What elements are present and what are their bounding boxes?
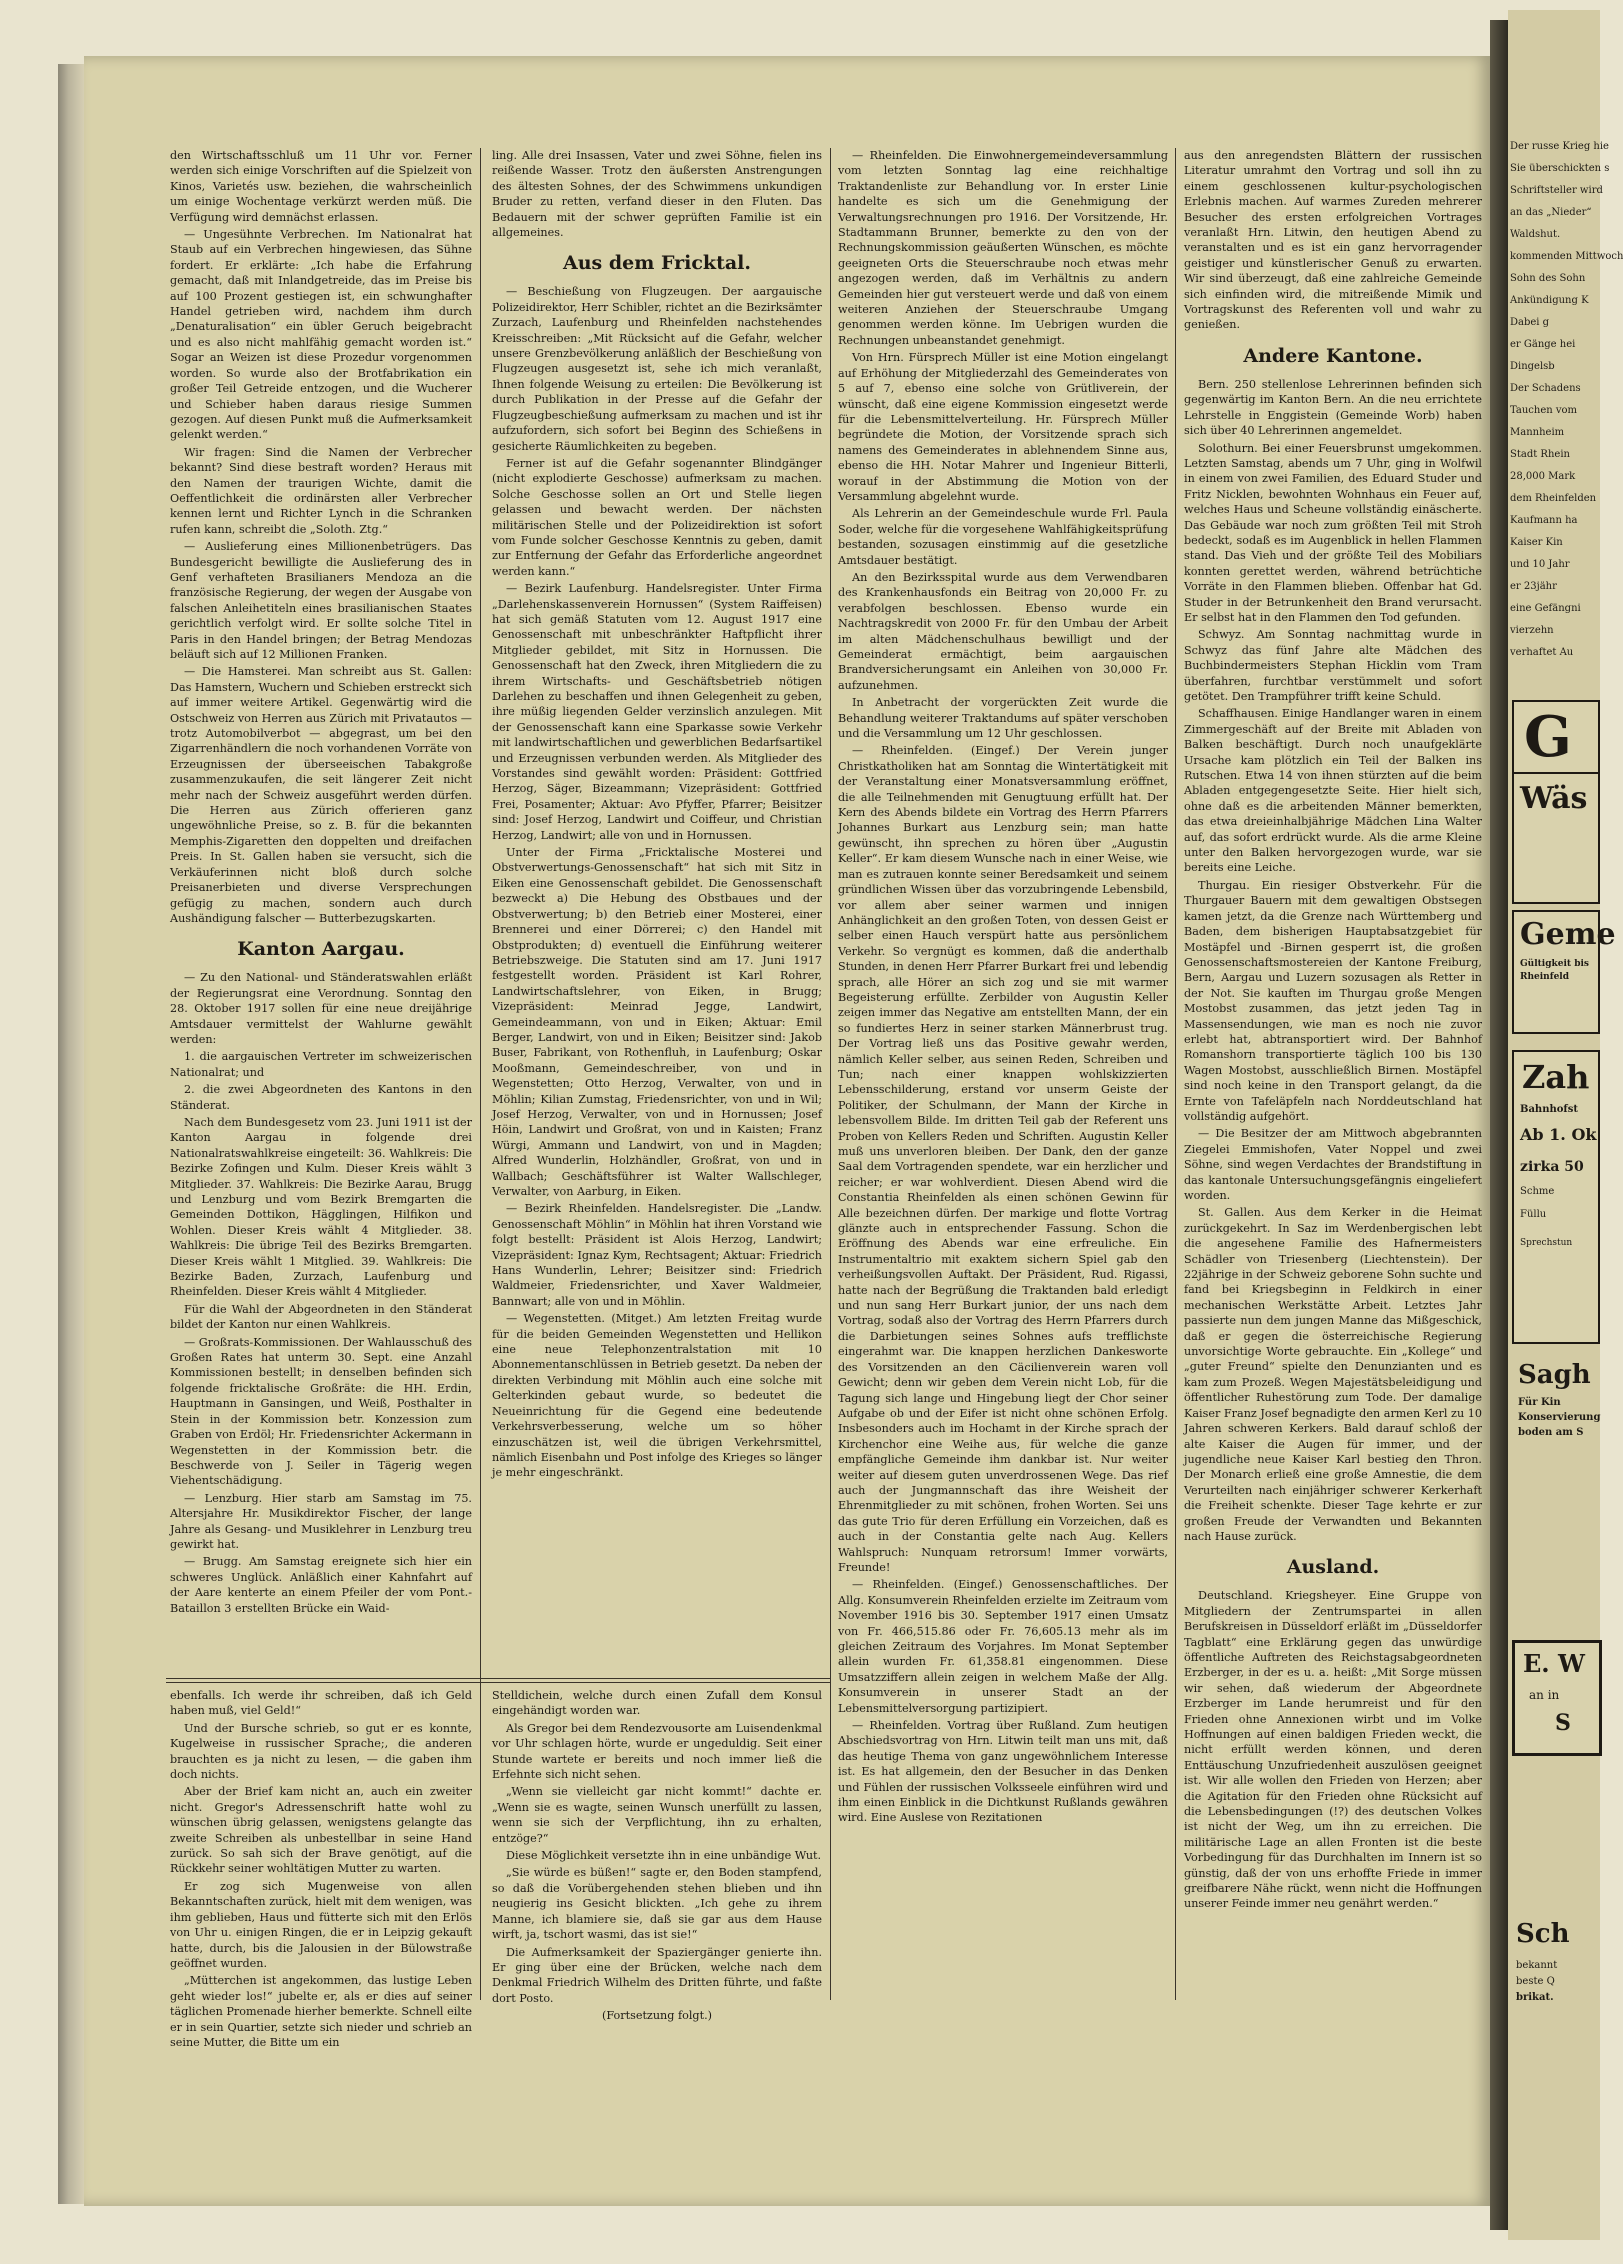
ad-text: Für Kin <box>1518 1397 1561 1408</box>
facing-page-line: Der Schadens <box>1510 383 1581 394</box>
facing-page-line: verhaftet Au <box>1510 647 1574 658</box>
article-deutschland: Deutschland. Kriegsheyer. Eine Gruppe von Mitgliedern der Zentrumspartei in allen Berufskreisen in Düsseldorf erläßt im „Düsseldorfer Tagblatt“ eine Erklärung gegen das unwürdige öffentliche Auftreten des Reichstagsabgeordneten Erzberger, in der es u. a. heißt: „Mit Sorge müssen wir sehen, daß wiederum der Abgeordnete Erzberger im Lande herumreist und für den Frieden ohne Annexionen wirbt und im Volke Hoffnungen auf einen baldigen Frieden weckt, die nicht erfüllt werden können, und deren Enttäuschung Unzufriedenheit auszulösen geeignet ist. Wir alle wollen den Frieden von Herzen; aber die Agitation für den Frieden ohne Rücksicht auf die Lebensbedingungen (!?) des deutschen Volkes ist nicht der Weg, um ihn zu erreichen. Die militärische Lage an allen Fronten ist die beste Vorbedingung für das Durchhalten im Innern ist so günstig, daß der von uns erhoffte Friede in immer greifbarere Nähe rückt, wenn nicht die Hoffnungen unserer Feinde immer neu genährt werden.“ <box>1184 1589 1482 1911</box>
article-rheinfelden-gemeinde: — Rheinfelden. Die Einwohnergemeindeversammlung vom letzten Sonntag lag eine reichhaltige Traktandenliste zur Behandlung vor. In erster Linie handelte es sich um die Genehmigung der Verwaltungsrechnungen pro 1916. Der Vorsitzende, Hr. Stadtammann Brunner, bemerkte zu den von der Rechnungskommission geäußerten Wünschen, es möchte geeigneten Orts die Steuerschraube noch etwas mehr angezogen werden, daß im Verhältnis zu andern Gemeinden hier gut versteuert werde und daß von einem weiteren Anziehen der Steuerschraube Umgang genommen werden könne. Im Uebrigen wurden die Rechnungen unbeanstandet genehmigt. <box>838 149 1168 347</box>
ad-headline: E. W <box>1523 1649 1585 1678</box>
story-text: Stelldichein, welche durch einen Zufall dem Konsul eingehändigt worden war. <box>492 1689 822 1718</box>
article-text: Wir fragen: Sind die Namen der Verbrecher bekannt? Sind diese bestraft worden? Heraus mit den Namen der traurigen Wichte, damit die Oeffentlichkeit die ordinärsten aller Verbrecher kennen lernt und Richter Lynch in die Schranken rufen kann, schreibt die „Soloth. Ztg.“ <box>170 445 472 536</box>
ad-headline: Sch <box>1516 1919 1570 1949</box>
advertisement <box>1512 1355 1601 1505</box>
ad-text: Schme <box>1520 1186 1555 1197</box>
article-laufenburg: — Bezirk Laufenburg. Handelsregister. Unter Firma „Darlehenskassenverein Hornussen“ (System Raiffeisen) hat sich gemäß Statuten vom 12. August 1917 eine Genossenschaft mit unbeschränkter Haftpflicht ihrer Mitglieder gebildet, mit Sitz in Hornussen. Die Genossenschaft hat den Zweck, ihren Mitgliedern die zu ihrem Wirtschafts- und Geschäftsbetrieb nötigen Darlehen zu beschaffen und ihnen Gelegenheit zu geben, ihre müßig liegenden Gelder verzinslich anzulegen. Mit der Genossenschaft kann eine Sparkasse sowie Verkehr mit landwirtschaftlichen und gewerblichen Bedarfsartikel und Erzeugnissen verbunden werden. Als Mitglieder des Vorstandes sind gewählt worden: Präsident: Gottfried Herzog, Säger, Bizeammann; Vizepräsident: Gottfried Frei, Posamenter; Aktuar: Avo Pfyffer, Pfarrer; Beisitzer sind: Josef Herzog, Landwirt und Coiffeur, und Christian Herzog, Landwirt; alle von und in Hornussen. <box>492 582 822 842</box>
article-wahlen: — Zu den National- und Ständeratswahlen erläßt der Regierungsrat eine Verordnung. Sonntag den 28. Oktober 1917 sollen für eine neue dreijährige Amtsdauer vermittelst der Wahlurne gewählt werden: <box>170 971 472 1046</box>
article-wegenstetten: — Wegenstetten. (Mitget.) Am letzten Freitag wurde für die beiden Gemeinden Wegenstetten und Hellikon eine neue Telephonzentralstation mit 10 Abonnementanschlüssen in Betrieb gesetzt. Da neben der direkten Verbindung mit Möhlin auch eine solche mit Gelterkinden gebaut wurde, so bedeutet die Neueinrichtung für die Gegend eine bedeutende Verkehrsverbesserung, welche um so höher einzuschätzen ist, weil die übrigen Verkehrsmittel, nämlich Eisenbahn und Post infolge des Krieges so länger je mehr eingeschränkt. <box>492 1312 822 1480</box>
facing-page <box>1508 10 1623 2240</box>
article-genossenschaft: — Rheinfelden. (Eingef.) Genossenschaftliches. Der Allg. Konsumverein Rheinfelden erzielte im Zeitraum vom November 1916 bis 30. September 1917 einen Umsatz von Fr. 466,515.86 oder Fr. 76,605.13 mehr als im gleichen Zeitraum des Vorjahres. Im Monat September allein wurden Fr. 61,358.81 eingenommen. Diese Umsatzziffern allein zeigen in welchem Maße der Allg. Konsumverein in unserer Stadt an der Lebensmittelversorgung partizipiert. <box>838 1578 1168 1715</box>
ad-text: an in <box>1529 1688 1560 1702</box>
facing-page-line: Waldshut. <box>1510 229 1561 240</box>
facing-page-line: Kaufmann ha <box>1510 515 1578 526</box>
feuilleton-left <box>170 1688 472 2049</box>
ad-text: Sprechstun <box>1520 1238 1573 1248</box>
list-item: 2. die zwei Abgeordneten des Kantons in den Ständerat. <box>170 1083 472 1112</box>
article-text: Von Hrn. Fürsprech Müller ist eine Motion eingelangt auf Erhöhung der Mitgliederzahl des Gemeinderates von 5 auf 7, ebenso eine solche von Grütliverein, der wünscht, daß eine eigene Kommission eingesetzt werde für die Lebensmittelverteilung. Hr. Fürsprech Müller begründete die Motion, der Vorsitzende sprach sich namens des Gemeinderates in ablehnendem Sinne aus, ebenso die HH. Notar Mahrer und Ingenieur Bitterli, worauf in der Abstimmung die Motion von der Versammlung abgelehnt wurde. <box>838 351 1168 503</box>
story-text: Als Gregor bei dem Rendezvousorte am Luisendenkmal vor Uhr schlagen hörte, wurde er ungeduldig. Seit einer Stunde wartete er bereits und noch immer ließ die Erfehnte sich nicht sehen. <box>492 1721 822 1782</box>
facing-page-line: er 23jähr <box>1510 581 1557 592</box>
ad-text: boden am S <box>1518 1427 1584 1438</box>
story-text: Aber der Brief kam nicht an, auch ein zweiter nicht. Gregor's Adressenschrift hatte wohl zu wünschen übrig gelassen, wenigstens gelangte das zweite Schreiben als unbestellbar in seine Hand zurück. So sah sich der Brave genötigt, auf die Rückkehr seiner wohltätigen Mutter zu warten. <box>170 1785 472 1876</box>
feuilleton-right <box>492 1688 822 2023</box>
facing-page-line: kommenden Mittwoch <box>1510 251 1623 262</box>
facing-page-line: Dingelsb <box>1510 361 1555 372</box>
article-text: ling. Alle drei Insassen, Vater und zwei Söhne, fielen ins reißende Wasser. Trotz den äußersten Anstrengungen des ältesten Sohnes, der des Schwimmens unkundigen Bruder zu retten, verfand dieser in den Fluten. Das Bedauern mit der schwer geprüften Familie ist ein allgemeines. <box>492 149 822 240</box>
book-edge <box>58 64 84 2204</box>
article-bern: Bern. 250 stellenlose Lehrerinnen befinden sich gegenwärtig im Kanton Bern. An die neu errichtete Lehrstelle in Enggistein (Gemeinde Worb) haben sich über 40 Lehrerinnen angemeldet. <box>1184 377 1482 438</box>
story-text: Diese Möglichkeit versetzte ihn in eine unbändige Wut. <box>506 1849 822 1863</box>
facing-page-line: er Gänge hei <box>1510 339 1576 350</box>
article-verbrechen: — Ungesühnte Verbrechen. Im Nationalrat hat Staub auf ein Verbrechen hingewiesen, das Sühne fordert. Er erklärte: „Ich habe die Erfahrung gemacht, daß mit Inlandgetreide, das im Preise bis auf 100 Prozent gestiegen ist, ein schwunghafter Handel getrieben wird, nachdem ihm durch „Denaturalisation“ ein übler Geruch beigebracht und es also nicht mahlfähig gemacht worden ist.“ Sogar an Weizen ist diese Prozedur vorgenommen worden. So wurde also der Brotfabrikation ein großer Teil Getreide entzogen, und die Wucherer und Schieber haben daraus riesige Summen gezogen. Auf diesen Punkt muß die Aufmerksamkeit gelenkt werden.“ <box>170 228 472 442</box>
article-text: aus den anregendsten Blättern der russischen Literatur umrahmt den Vortrag und soll ihn zu einem geschlossenen kultur-psychologischen Erlebnis machen. Auf warmes Zureden mehrerer Besucher des ersten erfolgreichen Vortrages veranlaßt Hrn. Litwin, den heutigen Abend zu veranstalten und es ist ein ganz hervorragender geistiger und künstlerischer Genuß zu erwarten. Wir sind überzeugt, daß eine zahlreiche Gemeinde sich einfinden wird, die mitreißende Mimik und Vortragskunst des Referenten voll und wahr zu genießen. <box>1184 149 1482 332</box>
article-stgallen: St. Gallen. Aus dem Kerker in die Heimat zurückgekehrt. In Saz im Werdenbergischen lebt die angesehene Familie des Hafnermeisters Schädler von Triesenberg (Liechtenstein). Der 22jährige in der Schweiz geborene Sohn suchte und fand bei Kriegsbeginn in Feldkirch in einer mechanischen Werkstätte Arbeit. Letztes Jahr passierte nun dem jungen Manne das Mißgeschick, daß er gegen die österreichische Regierung unvorsichtige Worte gebrauchte. Ein „Kollege“ und „guter Freund“ spielte den Denunzianten und es kam zum Prozeß. Wegen Majestätsbeleidigung und öffentlicher Ruhestörung zum Tode. Der damalige Kaiser Franz Josef begnadigte den armen Kerl zu 10 Jahren schweren Kerkers. Bald darauf schloß der alte Kaiser die Augen für immer, und der jugendliche neue Kaiser Karl bestieg den Thron. Der Monarch erließ eine große Amnestie, die dem Verurteilten nach einjähriger schwerer Kerkerhaft die Freiheit schenkte. Dieser Tage kehrte er zur großen Freude der Verwandten und Bekannten nach Hause zurück. <box>1184 1206 1482 1543</box>
facing-page-line: Tauchen vom <box>1510 405 1578 416</box>
column-1 <box>170 148 472 1674</box>
book-gutter <box>1490 20 1508 2230</box>
facing-page-line: vierzehn <box>1510 625 1554 636</box>
facing-page-line: 28,000 Mark <box>1510 471 1576 482</box>
story-text: Die Aufmerksamkeit der Spaziergänger genierte ihn. Er ging über eine der Brücken, welche nach dem Denkmal Friedrich Wilhelm des Dritten führte, und faßte dort Posto. <box>492 1945 822 2005</box>
article-hamsterei: — Die Hamsterei. Man schreibt aus St. Gallen: Das Hamstern, Wuchern und Schieben erstreckt sich auf immer weitere Artikel. Gegenwärtig wird die Ostschweiz von Herren aus Zürich mit Privatautos — trotz Automobilverbot — abgegrast, um bei den Zigarrenhändlern die noch vorhandenen Vorräte von Erzeugnissen der überseeischen Tabakgroße zusammenzukaufen, die seit längerer Zeit nicht mehr nach der Schweiz ausgeführt werden dürfen. Die Herren aus Zürich offerieren ganz ungewöhnliche Preise, so z. B. für die bekannten Memphis-Zigaretten den doppelten und dreifachen Preis. In St. Gallen haben sie versucht, sich die Verkäuferinnen nicht bloß durch solche Preisanerbieten und diverse Versprechungen gefügig zu machen, sondern auch durch Aushändigung falscher — Butterbezugskarten. <box>170 665 473 925</box>
article-text: Unter der Firma „Fricktalische Mosterei und Obstverwertungs-Genossenschaft“ hat sich mit Sitz in Eiken eine Genossenschaft gebildet. Die Genossenschaft bezweckt a) Die Hebung des Obstbaues und der Obstverwertung; b) den Betrieb einer Mosterei, einer Brennerei und einer Dörrerei; c) den Handel mit Obstprodukten; d) eventuell die Einführung weiterer Betriebszweige. Die Statuten sind am 17. Juni 1917 festgestellt worden. Präsident ist Karl Rohrer, Landwirtschaftslehrer, von Eiken, in Brugg; Vizepräsident: Meinrad Jegge, Landwirt, Gemeindeammann, von und in Eiken; Aktuar: Emil Berger, Landwirt, von und in Eiken; Beisitzer sind: Jakob Buser, Fabrikant, von Rothenfluh, in Laufenburg; Oskar Mooßmann, Gemeindeschreiber, von und in Wegenstetten; Otto Herzog, Verwalter, von und in Möhlin; Kilian Zumstag, Friedensrichter, von und in Wil; Josef Herzog, Verwalter, von und in Hornussen; Josef Höin, Landwirt und Großrat, von und in Kaisten; Franz Würgi, Ammann und Landwirt, von und in Magden; Alfred Wunderlin, Holzhändler, Großrat, von und in Wallbach; Geschäftsführer ist Walter Wallschleger, Verwalter, von Aarburg, in Eiken. <box>492 846 822 1198</box>
ad-text: Gültigkeit bis <box>1520 959 1589 969</box>
facing-page-line: Sie überschickten s <box>1510 163 1610 174</box>
advertisement <box>1512 1050 1600 1344</box>
facing-page-line: Schriftsteller wird <box>1510 185 1603 196</box>
ad-text: Ab 1. Ok <box>1520 1125 1597 1144</box>
article-text: Als Lehrerin an der Gemeindeschule wurde Frl. Paula Soder, welche für die vorgesehene Wahlfähigkeitsprüfung bestanden, sozusagen einstimmig auf die gesetzliche Amtsdauer bestätigt. <box>838 507 1168 567</box>
section-heading-fricktal: Aus dem Fricktal. <box>563 252 751 275</box>
column-rule <box>830 148 831 2000</box>
story-text: „Mütterchen ist angekommen, das lustige Leben geht wieder los!“ jubelte er, als er dies auf seiner täglichen Promenade hierher bemerkte. Schnell eilte er in sein Quartier, setzte sich nieder und schrieb an seine Mutter, die Bitte um ein <box>170 1974 472 2049</box>
facing-page-line: Der russe Krieg hie <box>1510 141 1609 152</box>
article-grossrat: — Großrats-Kommissionen. Der Wahlausschuß des Großen Rates hat unterm 30. Sept. eine Anzahl Kommissionen bestellt; in denselben befinden sich folgende fricktalische Großräte: die HH. Erdin, Hauptmann in Gansingen, und Weiß, Posthalter in Stein in der Kommission betr. Konzession zum Graben von Erdöl; Hr. Friedensrichter Ackermann in Wegenstetten in der Kommission betr. die Beschwerde von J. Seiler in Tägerig wegen Viehentschädigung. <box>170 1335 472 1488</box>
article-keller-vortrag: — Rheinfelden. (Eingef.) Der Verein junger Christkatholiken hat am Sonntag die Wintertätigkeit mit der Veranstaltung einer Monatsversammlung eröffnet, die alle Teilnehmenden mit Genugtuung erfüllt hat. Der Kern des Abends bildete ein Vortrag des Herrn Pfarrers Johannes Burkart aus Lenzburg sein; man hatte gewünscht, ihn sprechen zu hören über „Augustin Keller“. Er kam diesem Wunsche nach in einer Weise, wie man es zutrauen konnte seiner Beredsamkeit und seinem gründlichen Wissen über das vorzubringende Lebensbild, vor allem aber seiner warmen und innigen Anhänglichkeit an den großen Toten, von dessen Geist er selber einen Hauch verspürt hatte aus persönlichem Verkehr. So vergnügt es kommen, daß die anderthalb Stunden, in denen Herr Pfarrer Burkart frei und lebendig sprach, alle Hörer an sich zog und sie mit warmer Begeisterung erfüllte. Zerbilder von Augustin Keller zeigen immer das Negative am entstellten Mann, der ein so fundiertes Herz in seiner starken Männerbrust trug. Der Vortrag ließ uns das Positive gewahr werden, nämlich Keller selber, aus seinen Reden, Schreiben und Tun; nach einer knappen wohlskizzierten Lebensschilderung, erstand vor unserm Geiste der Politiker, der Schulmann, der Mann der Kirche in lebensvollem Bilde. Im dritten Teil gab der Referent uns Proben von Kellers Reden und Schriften. Augustin Keller muß uns unverloren bleiben. Der Dank, den der ganze Saal dem Vortragenden spendete, war ein herzlicher und reicher; er war wohlverdient. Diesen Abend wird die Constantia Rheinfelden als einen schönen Gewinn für Alle bezeichnen dürfen. Der markige und flotte Vortrag glänzte auch in entsprechender Fassung. Schon die Eröffnung des Abends war eine erfreuliche. Ein Instrumentaltrio mit exaktem sichern Spiel gab den verheißungsvollen Auftakt. Der Präsident, Rud. Rigassi, hatte nach der Begrüßung die Traktanden bald erledigt und nun sang Herr Burkart junior, der uns nach dem Vortrag, sodaß also der Vortrag des Herrn Pfarrers durch die Darbietungen seines Sohnes aufs trefflichste eingerahmt war. Die knappen herzlichen Dankesworte des Vorsitzenden an den Cäcilienverein waren voll Gewicht; denn wir geben dem Verein nicht Lob, für die Tagung sich lange und Hingebung liegt der Chor seiner Aufgabe ob und der Eifer ist nicht ohne schönen Erfolg. Insbesonders auch im Hochamt in der Kirche sprach der Kirchenchor eine Weihe aus, für welche die ganze empfängliche Gemeinde ihm dankbar ist. Nur weiter weiter auf diesem guten unverdrossenen Wege. Das rief auch der Jungmannschaft das ihre Weisheit der Ehrenmitglieder zu mit schönen, frohen Worten. Sei uns das gute Trio für deren Erfüllung ein Vorzeichen, daß es auch in der Constantia gelte nach Aug. Kellers Wahlspruch: Nunquam retrorsum! Immer vorwärts, Freunde! <box>838 744 1168 1574</box>
facing-page-line: Sohn des Sohn <box>1510 273 1586 284</box>
article-flugzeuge: — Beschießung von Flugzeugen. Der aargauische Polizeidirektor, Herr Schibler, richtet an die Bezirksämter Zurzach, Laufenburg und Rheinfelden nachstehendes Kreisschreiben: „Mit Rücksicht auf die Gefahr, welcher unsere Grenzbevölkerung anläßlich der Beschießung von Flugzeugen ausgesetzt ist, sehe ich mich veranlaßt, Ihnen folgende Weisung zu erteilen: Die Bevölkerung ist durch Publikation in der Presse auf die Gefahr der Flugzeugbeschießung aufmerksam zu machen und ist ihr aufzufordern, sich sofort bei Beginn des Schießens in gesicherte Räumlichkeiten zu begeben. <box>492 285 822 453</box>
advertisement <box>1512 910 1616 1034</box>
ad-headline: G <box>1524 704 1572 770</box>
ad-headline: Geme <box>1520 917 1616 952</box>
ad-text: Konservierung <box>1518 1412 1601 1423</box>
article-solothurn: Solothurn. Bei einer Feuersbrunst umgekommen. Letzten Samstag, abends um 7 Uhr, ging in Wolfwil in einem von zwei Familien, des Eduard Studer und Fritz Nicklen, bewohnten Wohnhaus ein Feuer auf, welches Haus und Scheune vollständig einäscherte. Das Gebäude war noch zum größten Teil mit Stroh bedeckt, sodaß es im Augenblick in hellen Flammen stand. Das Vieh und der größte Teil des Mobiliars konnten gerettet werden, während betrüchtiche Vorräte in den Flammen blieben. Offenbar hat Gd. Studer in der Betrunkenheit den Brand verursacht. Er selbst hat in den Flammen den Tod gefunden. <box>1184 441 1482 624</box>
article-text: Nach dem Bundesgesetz vom 23. Juni 1911 ist der Kanton Aargau in folgende drei Nationalratswahlkreise eingeteilt: 36. Wahlkreis: Die Bezirke Zofingen und Kulm. Dieser Kreis wählt 3 Mitglieder. 37. Wahlkreis: Die Bezirke Aarau, Brugg und Lenzburg und vom Bezirk Bremgarten die Gemeinden Dottikon, Hägglingen, Hilfikon und Wohlen. Dieser Kreis wählt 4 Mitglieder. 38. Wahlkreis: Die übrige Teil des Bezirks Bremgarten. Dieser Kreis wählt 1 Mitglied. 39. Wahlkreis: Die Bezirke Baden, Zurzach, Laufenburg und Rheinfelden. Dieser Kreis wählt 4 Mitglieder. <box>170 1115 472 1299</box>
facing-page-line: Ankündigung K <box>1510 295 1589 306</box>
column-4 <box>1184 148 1482 2000</box>
article-auslieferung: — Auslieferung eines Millionenbetrügers. Das Bundesgericht bewilligte die Auslieferung des in Genf verhafteten Brasilianers Mendoza an die französische Regierung, der wegen der Ausgabe von falschen Anleihetiteln eines brasilianischen Staates gerichtlich verfolgt wird. Er sollte solche Titel in Paris in den Handel bringen; der Betrag Mendozas beläuft sich auf 12 Millionen Franken. <box>170 540 472 661</box>
article-schwyz: Schwyz. Am Sonntag nachmittag wurde in Schwyz das fünf Jahre alte Mädchen des Buchbindermeisters Stephan Hicklin vom Tram überfahren, furchtbar verstümmelt und sofort getötet. Den Trampführer trifft keine Schuld. <box>1184 628 1482 703</box>
facing-page-line: Mannheim <box>1510 427 1565 438</box>
story-text: ebenfalls. Ich werde ihr schreiben, daß ich Geld haben muß, viel Geld!“ <box>170 1689 472 1718</box>
section-heading-aargau: Kanton Aargau. <box>237 938 405 961</box>
story-text: Und der Bursche schrieb, so gut er es konnte, Kugelweise in russischer Sprache;, die anderen brauchten es ja nicht zu lesen, — die gaben ihm doch nichts. <box>170 1721 472 1782</box>
advertisement <box>1512 1640 1602 1756</box>
ad-text: S <box>1555 1710 1571 1736</box>
article-lenzburg: — Lenzburg. Hier starb am Samstag im 75. Altersjahre Hr. Musikdirektor Fischer, der lange Jahre als Gesang- und Musiklehrer in Lenzburg treu gewirkt hat. <box>170 1491 472 1551</box>
column-3 <box>838 148 1168 2000</box>
article-text: — Die Besitzer der am Mittwoch abgebrannten Ziegelei Emmishofen, Vater Noppel und zwei Söhne, sind wegen Verdachtes der Brandstiftung in das kantonale Untersuchungsgefängnis eingeliefert worden. <box>1184 1127 1482 1202</box>
story-text: „Wenn sie vielleicht gar nicht kommt!“ dachte er. „Wenn sie es wagte, seinen Wunsch unerfüllt zu lassen, wenn sie sich der Verpflichtung, ihn zu erhalten, entzöge?“ <box>492 1785 822 1845</box>
column-rule <box>1175 148 1176 2000</box>
story-text: Er zog sich Mugenweise von allen Bekanntschaften zurück, hielt mit dem wenigen, was ihm geblieben, Haus und fütterte sich mit den Erlös von Uhr u. einigen Ringen, die er in Leipzig gekauft hatte, durch, bis die Jalousien in der Bülowstraße geöffnet wurden. <box>170 1879 472 1970</box>
ad-text: bekannt <box>1516 1960 1558 1971</box>
ad-text: zirka 50 <box>1520 1159 1584 1175</box>
article-vortrag-russland: — Rheinfelden. Vortrag über Rußland. Zum heutigen Abschiedsvortrag von Hrn. Litwin teilt man uns mit, daß das heutige Thema von ganz ungewöhnlichem Interesse ist. Es hat allgemein, den der Besucher in das Denken und Fühlen der russischen Volksseele einführen wird und ihm einen Einblick in die Dichtkunst Rußlands gewähren wird. Eine Auslese von Rezitationen <box>838 1719 1168 1825</box>
facing-page-line: Stadt Rhein <box>1510 449 1570 460</box>
ad-text: Wäs <box>1514 772 1598 824</box>
article-thurgau: Thurgau. Ein riesiger Obstverkehr. Für die Thurgauer Bauern mit dem gewaltigen Obstsegen kamen jetzt, da die Grenze nach Württemberg und Baden, dem bisherigen Hauptabsatzgebiet für Mostäpfel und -Birnen gesperrt ist, die großen Genossenschaftsmostereien der Kantone Freiburg, Bern, Aargau und Luzern sozusagen als Retter in der Not. Sie kauften im Thurgau große Mengen Mostobst zusammen, das jetzt jeden Tag in Massensendungen, wie man es noch nie zuvor erlebt hat, abtransportiert wird. Der Bahnhof Romanshorn transportierte täglich 100 bis 130 Wagen Mostobst, ausschließlich Birnen. Mostäpfel sind noch keine in den Transport gelangt, da die Ernte von Tafeläpfeln nach Norddeutschland hat vollständig aufgehört. <box>1184 878 1482 1123</box>
story-text: „Sie würde es büßen!“ sagte er, den Boden stampfend, so daß die Vorübergehenden stehen blieben und ihn neugierig ins Gesicht blickten. „Ich gehe zu ihrem Manne, ich blamiere sie, daß sie gar aus dem Hause wirft, ja, tschort wasmi, das ist sie!“ <box>492 1866 822 1942</box>
column-2 <box>492 148 822 1674</box>
ad-headline: Sagh <box>1518 1360 1591 1390</box>
list-item: 1. die aargauischen Vertreter im schweizerischen Nationalrat; und <box>170 1050 472 1079</box>
ad-text: Füllu <box>1520 1209 1547 1220</box>
section-heading-ausland: Ausland. <box>1286 1556 1380 1579</box>
facing-page-line: an das „Nieder“ <box>1510 207 1592 218</box>
column-rule <box>480 148 481 2000</box>
facing-page-line: Kaiser Kin <box>1510 537 1563 548</box>
ad-text: Rheinfeld <box>1520 972 1570 982</box>
facing-page-line: dem Rheinfelden <box>1510 493 1597 504</box>
ad-text: brikat. <box>1516 1992 1554 2003</box>
ad-text: beste Q <box>1516 1976 1555 1987</box>
section-heading-kantone: Andere Kantone. <box>1243 344 1423 367</box>
facing-page-line: eine Gefängni <box>1510 603 1581 614</box>
article-text: Ferner ist auf die Gefahr sogenannter Blindgänger (nicht explodierte Geschosse) aufmerksam zu machen. Solche Geschosse sollen an Ort und Stelle liegen gelassen und bewacht werden. Der nächsten militärischen Stelle und der Polizeidirektion ist sofort vom Funde solcher Geschosse Kenntnis zu geben, damit zur Entfernung der Gefahr das Erforderliche angeordnet werden kann.“ <box>492 456 822 578</box>
article-text: den Wirtschaftsschluß um 11 Uhr vor. Ferner werden sich einige Vorschriften auf die Spielzeit von Kinos, Varietés usw. beziehen, die wahrscheinlich um einige Wochentage verkürzt werden müß. Die Verfügung wird demnächst erlassen. <box>170 149 472 224</box>
advertisement <box>1512 1910 1596 2050</box>
ad-headline: Zah <box>1522 1058 1590 1096</box>
facing-page-line: und 10 Jahr <box>1510 559 1570 570</box>
feuilleton-rule <box>166 1678 830 1683</box>
article-text: Für die Wahl der Abgeordneten in den Ständerat bildet der Kanton nur einen Wahlkreis. <box>170 1302 472 1332</box>
advertisement <box>1512 700 1600 904</box>
article-schaffhausen: Schaffhausen. Einige Handlanger waren in einem Zimmergeschäft auf der Breite mit Abladen von Balken beschäftigt. Durch noch unaufgeklärte Ursache kam plötzlich ein Teil der Balken ins Rutschen. Etwa 14 von ihnen stürzten auf die beim Abladen entgegengesetzte Seite. Hier hielt sich, ohne daß es die arbeitenden Männer bemerkten, das etwa dreieinhalbjährige Mädchen Lina Walter auf, das sofort erdrückt wurde. Als die arme Kleine unter den Balken hervorgezogen wurde, war sie bereits eine Leiche. <box>1184 707 1482 875</box>
article-text: An den Bezirksspital wurde aus dem Verwendbaren des Krankenhausfonds ein Beitrag von 20,000 Fr. zu verabfolgen beschlossen. Ebenso wurde ein Nachtragskredit von 2000 Fr. für den Umbau der Arbeit im alten Mädchenschulhaus bewilligt und der Gemeinderat ermächtigt, beim aargauischen Brandversicherungsamt ein Anleihen von 30,000 Fr. aufzunehmen. <box>838 570 1168 692</box>
article-brugg: — Brugg. Am Samstag ereignete sich hier ein schweres Unglück. Anläßlich einer Kahnfahrt auf der Aare kenterte an einem Pfeiler der vom Pont.-Bataillon 3 erstellten Brücke ein Waid- <box>170 1555 472 1615</box>
facing-page-line: Dabei g <box>1510 317 1550 328</box>
article-rheinfelden: — Bezirk Rheinfelden. Handelsregister. Die „Landw. Genossenschaft Möhlin“ in Möhlin hat ihren Vorstand wie folgt bestellt: Präsident ist Alois Herzog, Landwirt; Vizepräsident: Ignaz Kym, Rechtsagent; Aktuar: Friedrich Hans Wunderlin, Lehrer; Beisitzer sind: Friedrich Waldmeier, Friedensrichter, und Xaver Waldmeier, Bannwart; alle von und in Möhlin. <box>492 1202 822 1308</box>
article-text: In Anbetracht der vorgerückten Zeit wurde die Behandlung weiterer Traktandums auf später verschoben und die Versammlung um 12 Uhr geschlossen. <box>838 696 1168 741</box>
ad-text: Bahnhofst <box>1520 1104 1578 1115</box>
story-continuation-note: (Fortsetzung folgt.) <box>601 2009 712 2023</box>
